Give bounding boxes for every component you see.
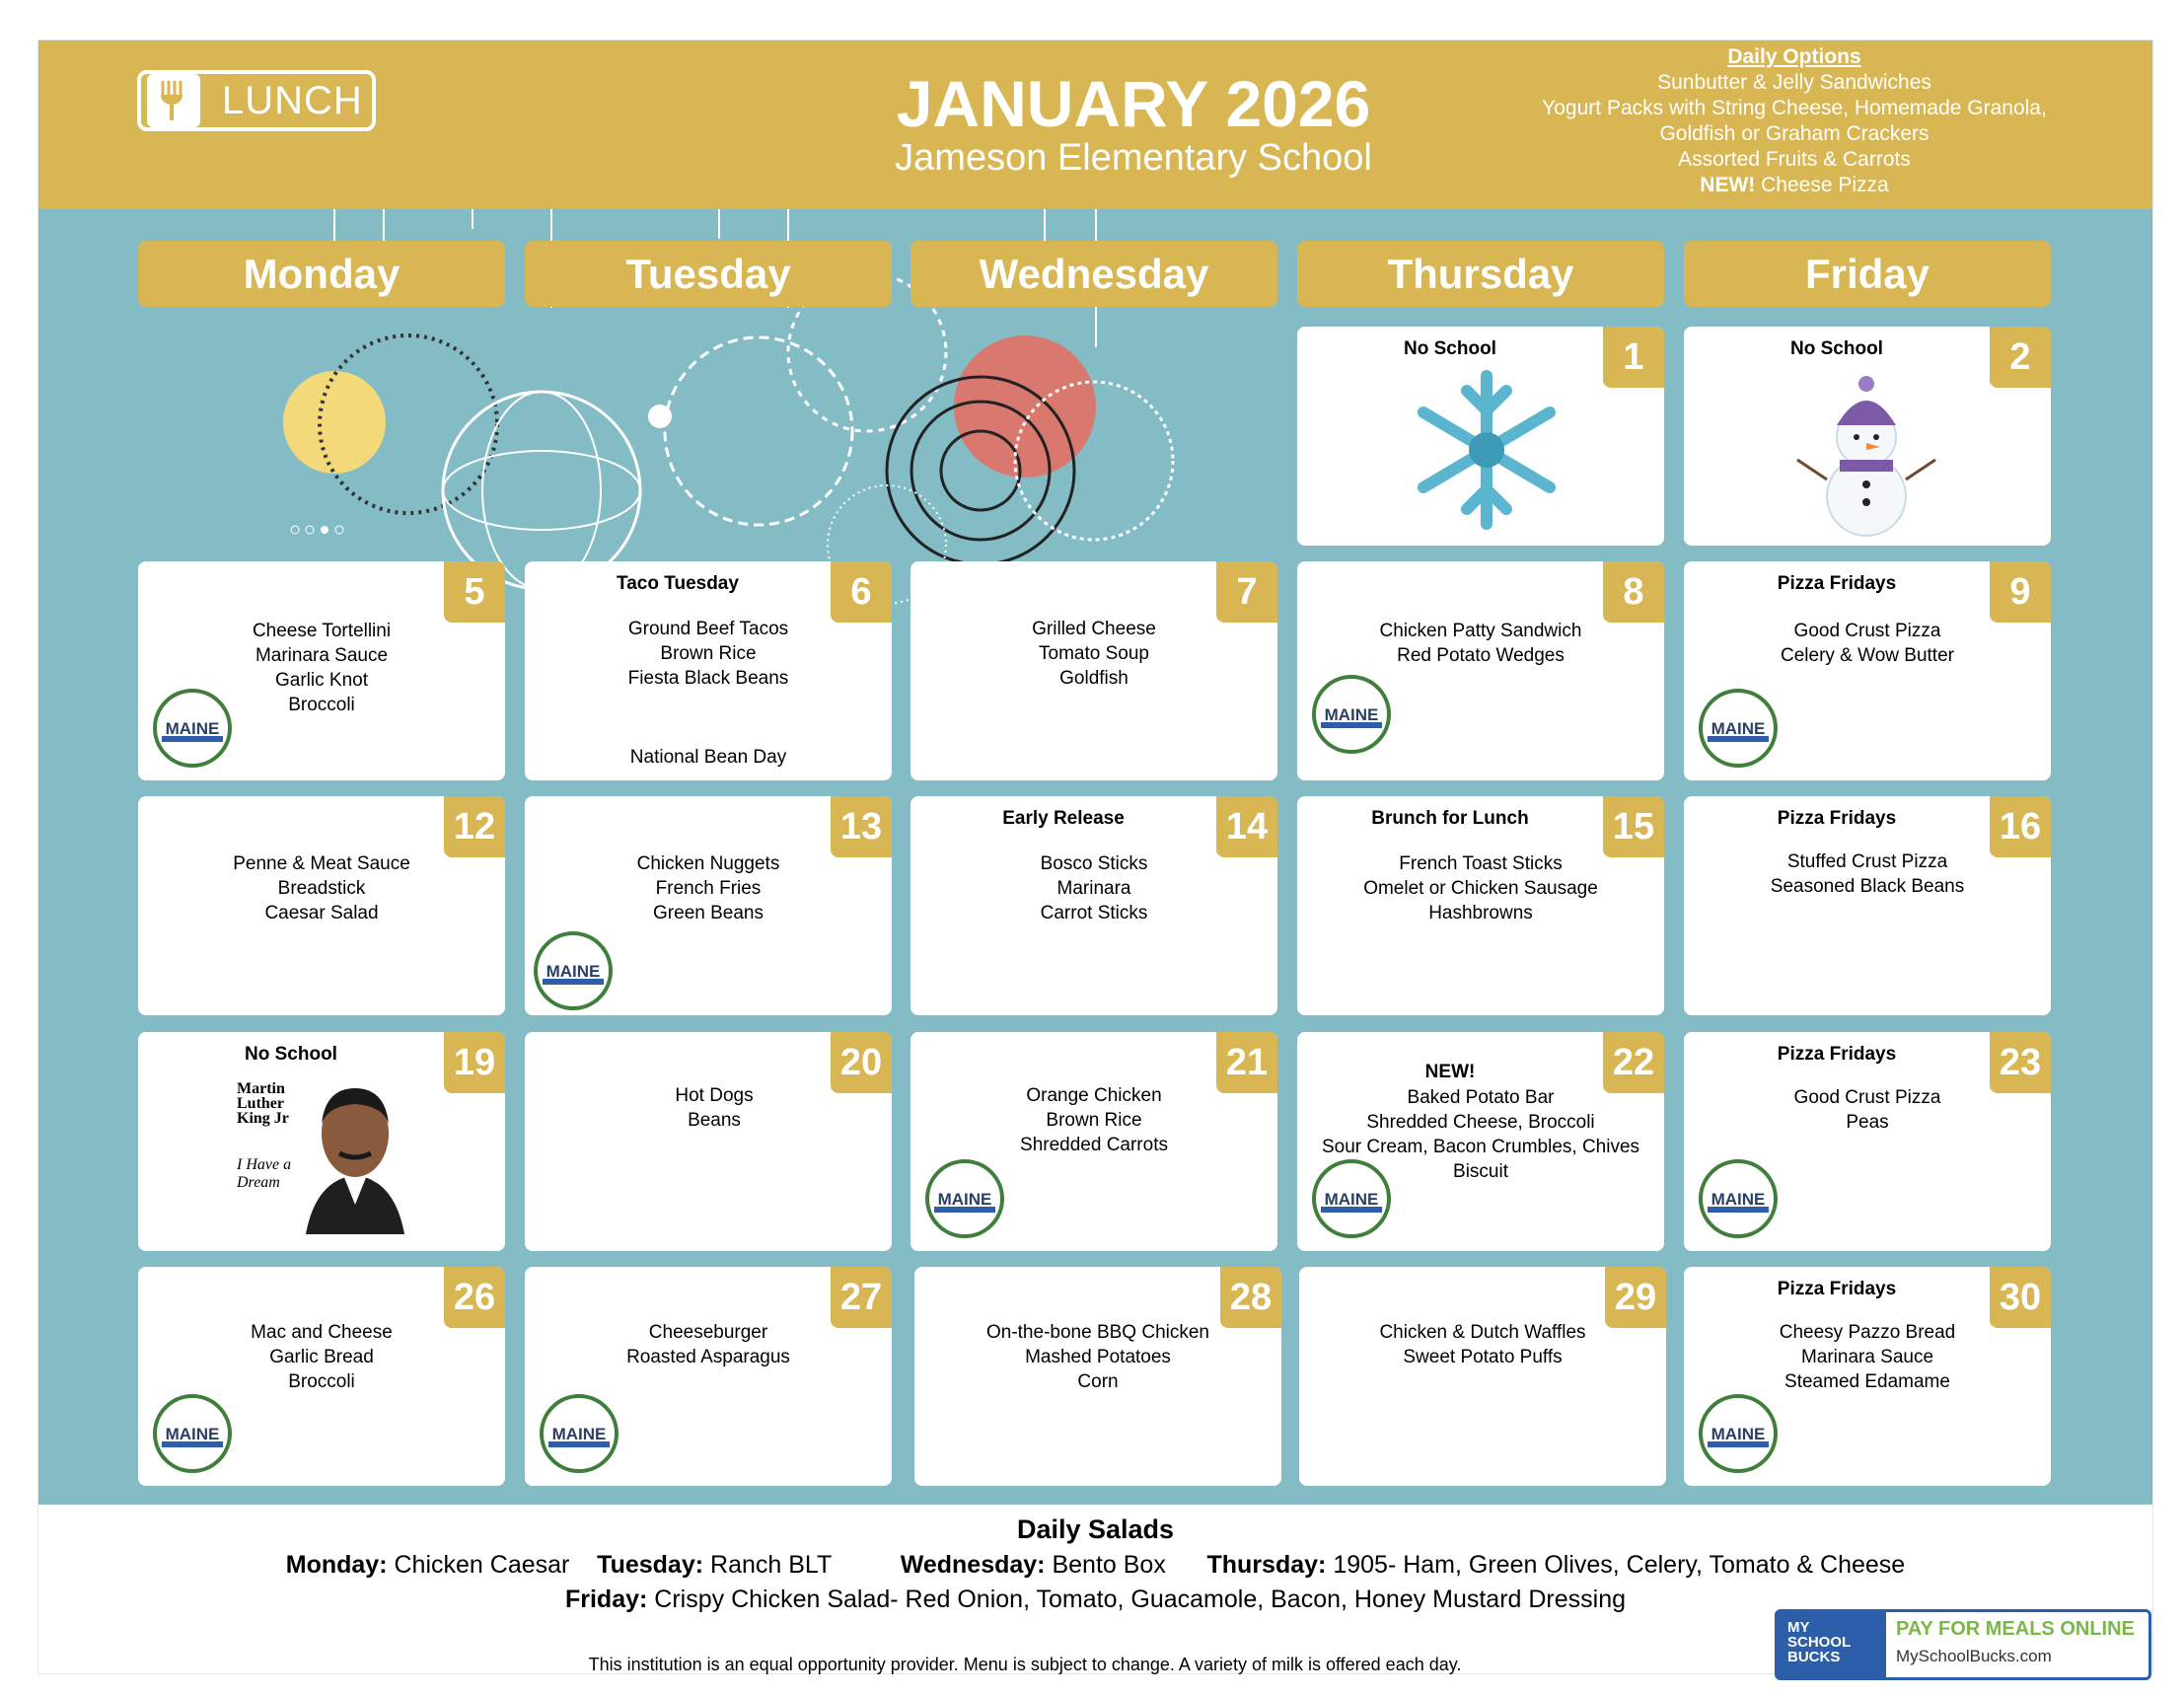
menu-items: French Toast Sticks Omelet or Chicken Sausage Hashbrowns bbox=[1363, 853, 1598, 923]
menu-items: Chicken Patty Sandwich Red Potato Wedges bbox=[1379, 621, 1582, 666]
menu-items: Cheese Tortellini Marinara Sauce Garlic Knot Broccoli bbox=[252, 621, 392, 715]
day-number: 21 bbox=[1216, 1032, 1277, 1093]
badge-label: MAINE bbox=[1711, 1190, 1766, 1209]
daily-option-new bbox=[1449, 173, 2140, 198]
salad-item: Bento Box bbox=[1052, 1551, 1166, 1579]
day-number: 2 bbox=[1990, 327, 2051, 388]
day-cell-12 bbox=[138, 796, 505, 1015]
day-cell-7 bbox=[910, 561, 1277, 780]
badge-label: MAINE bbox=[937, 1190, 992, 1209]
day-number: 1 bbox=[1603, 327, 1664, 388]
day-header-friday: Friday bbox=[1684, 241, 2051, 307]
maine-harvest-badge-icon bbox=[1698, 1158, 1779, 1239]
day-cell-21 bbox=[910, 1032, 1277, 1251]
day-cell-8 bbox=[1297, 561, 1664, 780]
day-title: No School bbox=[1790, 338, 1883, 359]
day-title: No School bbox=[1404, 338, 1496, 359]
mlk-quote: I Have a Dream bbox=[237, 1156, 292, 1191]
day-number: 28 bbox=[1220, 1267, 1281, 1328]
mlk-caption: Martin Luther King Jr bbox=[237, 1080, 289, 1127]
maine-harvest-badge-icon bbox=[1698, 1393, 1779, 1474]
daily-option-item: Assorted Fruits & Carrots bbox=[1678, 148, 1911, 171]
salad-day-label: Wednesday: bbox=[900, 1551, 1046, 1579]
day-title: Pizza Fridays bbox=[1777, 808, 1897, 829]
myschoolbucks-link[interactable] bbox=[1775, 1609, 2151, 1680]
day-cell-16 bbox=[1684, 796, 2051, 1015]
menu-items: Grilled Cheese Tomato Soup Goldfish bbox=[1032, 619, 1156, 689]
day-cell-1 bbox=[1297, 327, 1664, 546]
disclaimer: This institution is an equal opportunity provider. Menu is subject to change. A variety of milk is offered each day. bbox=[588, 1655, 1462, 1674]
new-tag: NEW! bbox=[1700, 174, 1756, 196]
day-header-wednesday: Wednesday bbox=[910, 241, 1277, 307]
day-header-monday: Monday bbox=[138, 241, 505, 307]
day-title: No School bbox=[245, 1044, 337, 1065]
lunch-badge bbox=[137, 70, 376, 131]
menu-items: Cheeseburger Roasted Asparagus bbox=[626, 1322, 790, 1367]
menu-items: Good Crust Pizza Peas bbox=[1793, 1087, 1941, 1133]
badge-label: MAINE bbox=[546, 962, 601, 981]
day-title: Early Release bbox=[1002, 808, 1125, 829]
daily-options bbox=[1449, 44, 2140, 198]
salad-item: 1905- Ham, Green Olives, Celery, Tomato & Cheese bbox=[1333, 1551, 1906, 1579]
badge-label: MAINE bbox=[1324, 1190, 1379, 1209]
day-number: 7 bbox=[1216, 561, 1277, 623]
daily-option-item: Sunbutter & Jelly Sandwiches bbox=[1657, 71, 1931, 94]
day-number: 9 bbox=[1990, 561, 2051, 623]
fork-icon bbox=[147, 74, 200, 127]
badge-label: MAINE bbox=[551, 1425, 607, 1443]
day-cell-15 bbox=[1297, 796, 1664, 1015]
day-number: 22 bbox=[1603, 1032, 1664, 1093]
menu-items: Bosco Sticks Marinara Carrot Sticks bbox=[1040, 853, 1148, 923]
salads-title: Daily Salads bbox=[1016, 1514, 1175, 1544]
maine-harvest-badge-icon bbox=[152, 688, 233, 769]
maine-harvest-badge-icon bbox=[1311, 674, 1392, 755]
mlk-portrait-icon bbox=[296, 1076, 414, 1234]
snowman-icon bbox=[1783, 366, 1950, 539]
maine-harvest-badge-icon bbox=[1311, 1158, 1392, 1239]
maine-harvest-badge-icon bbox=[1698, 688, 1779, 769]
day-cell-30 bbox=[1684, 1267, 2051, 1486]
day-number: 23 bbox=[1990, 1032, 2051, 1093]
salad-day-label: Monday: bbox=[285, 1551, 388, 1579]
day-title: Pizza Fridays bbox=[1777, 1279, 1897, 1299]
day-cell-5 bbox=[138, 561, 505, 780]
menu-items: Orange Chicken Brown Rice Shredded Carrots bbox=[1020, 1085, 1168, 1155]
day-number: 14 bbox=[1216, 796, 1277, 857]
day-header-thursday: Thursday bbox=[1297, 241, 1664, 307]
menu-items: Cheesy Pazzo Bread Marinara Sauce Steamed Edamame bbox=[1779, 1322, 1956, 1392]
salad-item: Chicken Caesar bbox=[394, 1551, 570, 1579]
maine-harvest-badge-icon bbox=[539, 1393, 619, 1474]
menu-calendar-page bbox=[37, 39, 2153, 1674]
daily-options-title: Daily Options bbox=[1727, 45, 1861, 68]
day-number: 15 bbox=[1603, 796, 1664, 857]
daily-option-item: Goldfish or Graham Crackers bbox=[1659, 122, 1929, 145]
day-cell-28 bbox=[914, 1267, 1281, 1486]
page-title: JANUARY 2026 bbox=[896, 67, 1371, 140]
maine-harvest-badge-icon bbox=[924, 1158, 1005, 1239]
school-name: Jameson Elementary School bbox=[895, 137, 1372, 179]
day-cell-9 bbox=[1684, 561, 2051, 780]
day-cell-29 bbox=[1299, 1267, 1666, 1486]
menu-items: Chicken & Dutch Waffles Sweet Potato Puffs bbox=[1379, 1322, 1586, 1367]
maine-harvest-badge-icon bbox=[533, 930, 614, 1011]
myschoolbucks-url: MySchoolBucks.com bbox=[1896, 1647, 2052, 1665]
header-banner bbox=[38, 40, 2152, 209]
pay-online-label: PAY FOR MEALS ONLINE bbox=[1896, 1618, 2135, 1640]
day-cell-13 bbox=[525, 796, 892, 1015]
snowflake-icon bbox=[1406, 366, 1568, 534]
daily-option-item: Yogurt Packs with String Cheese, Homemade Granola, bbox=[1542, 97, 2047, 119]
day-header-tuesday: Tuesday bbox=[525, 241, 892, 307]
day-note: National Bean Day bbox=[629, 747, 787, 768]
day-title: Taco Tuesday bbox=[617, 573, 739, 594]
day-cell-23 bbox=[1684, 1032, 2051, 1251]
day-number: 20 bbox=[831, 1032, 892, 1093]
day-cell-6 bbox=[525, 561, 892, 780]
menu-items: Ground Beef Tacos Brown Rice Fiesta Black Beans bbox=[627, 619, 789, 689]
salad-day-label: Tuesday: bbox=[597, 1551, 704, 1579]
day-number: 30 bbox=[1990, 1267, 2051, 1328]
myschoolbucks-text bbox=[1886, 1612, 2145, 1677]
new-label: NEW! bbox=[1424, 1062, 1476, 1082]
day-cell-26 bbox=[138, 1267, 505, 1486]
salads-line-1 bbox=[38, 1551, 2152, 1580]
day-number: 29 bbox=[1605, 1267, 1666, 1328]
day-number: 5 bbox=[444, 561, 505, 623]
new-option-item: Cheese Pizza bbox=[1761, 174, 1889, 196]
myschoolbucks-logo: MY SCHOOL BUCKS bbox=[1778, 1612, 1886, 1677]
salad-day-label: Thursday: bbox=[1206, 1551, 1327, 1579]
salad-item: Ranch BLT bbox=[710, 1551, 833, 1579]
day-number: 26 bbox=[444, 1267, 505, 1328]
day-number: 13 bbox=[831, 796, 892, 857]
menu-items: Stuffed Crust Pizza Seasoned Black Beans bbox=[1770, 851, 1965, 897]
day-title: Pizza Fridays bbox=[1777, 573, 1897, 594]
menu-items: Good Crust Pizza Celery & Wow Butter bbox=[1781, 621, 1954, 666]
lunch-label: LUNCH bbox=[222, 78, 363, 122]
day-number: 8 bbox=[1603, 561, 1664, 623]
menu-items: Baked Potato Bar Shredded Cheese, Broccoli Sour Cream, Bacon Crumbles, Chives Biscuit bbox=[1321, 1087, 1640, 1182]
day-number: 27 bbox=[831, 1267, 892, 1328]
menu-items: On-the-bone BBQ Chicken Mashed Potatoes Corn bbox=[985, 1322, 1209, 1392]
badge-label: MAINE bbox=[165, 719, 220, 738]
day-title: Pizza Fridays bbox=[1777, 1044, 1897, 1065]
day-number: 6 bbox=[831, 561, 892, 623]
salad-day-label: Friday: bbox=[564, 1586, 648, 1613]
badge-label: MAINE bbox=[1711, 719, 1766, 738]
day-title: Brunch for Lunch bbox=[1371, 808, 1529, 829]
badge-label: MAINE bbox=[1324, 705, 1379, 724]
maine-harvest-badge-icon bbox=[152, 1393, 233, 1474]
day-cell-19 bbox=[138, 1032, 505, 1251]
day-number: 12 bbox=[444, 796, 505, 857]
menu-items: Penne & Meat Sauce Breadstick Caesar Salad bbox=[233, 853, 410, 923]
day-cell-22 bbox=[1297, 1032, 1664, 1251]
day-cell-27 bbox=[525, 1267, 892, 1486]
menu-items: Mac and Cheese Garlic Bread Broccoli bbox=[251, 1322, 393, 1392]
menu-items: Chicken Nuggets French Fries Green Beans bbox=[636, 853, 780, 923]
day-number: 19 bbox=[444, 1032, 505, 1093]
day-number: 16 bbox=[1990, 796, 2051, 857]
salad-item: Crispy Chicken Salad- Red Onion, Tomato, Guacamole, Bacon, Honey Mustard Dressing bbox=[654, 1586, 1627, 1613]
badge-label: MAINE bbox=[1711, 1425, 1766, 1443]
badge-label: MAINE bbox=[165, 1425, 220, 1443]
menu-items: Hot Dogs Beans bbox=[675, 1085, 754, 1131]
day-cell-14 bbox=[910, 796, 1277, 1015]
day-cell-2 bbox=[1684, 327, 2051, 546]
day-cell-20 bbox=[525, 1032, 892, 1251]
